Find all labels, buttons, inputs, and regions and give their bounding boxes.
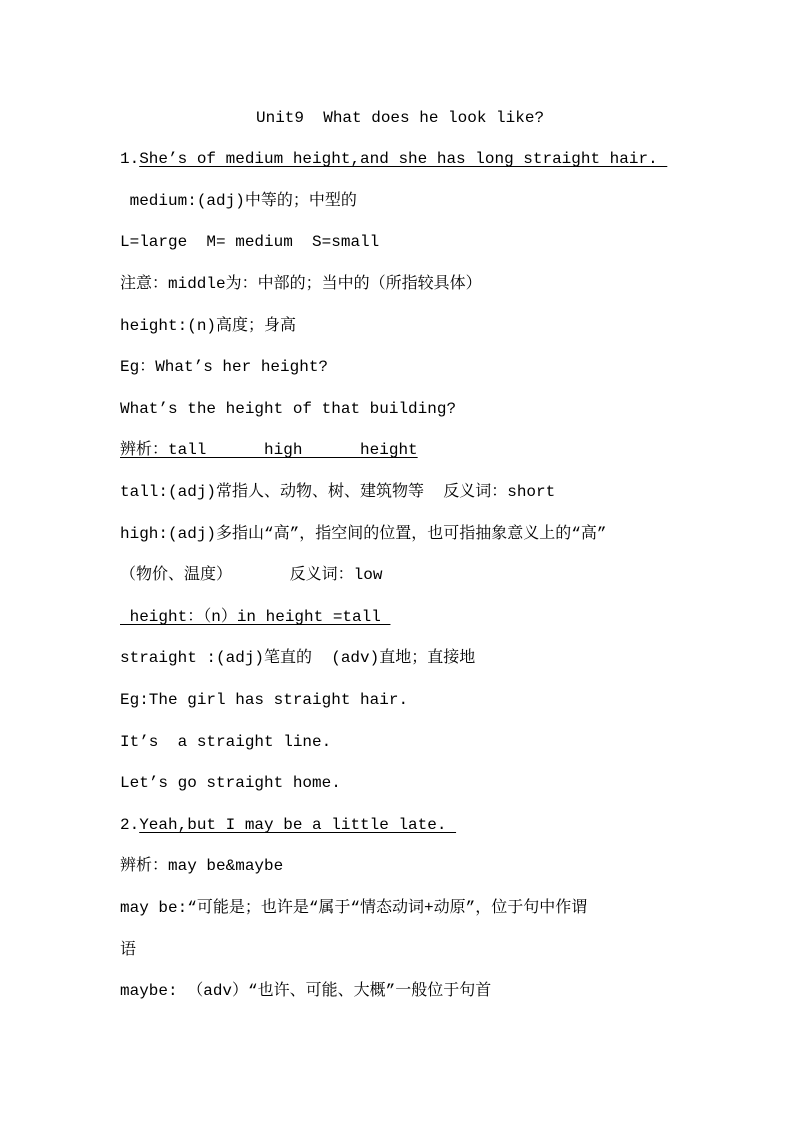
example-5: Let’s go straight home. [120,774,341,792]
page-title: Unit9 What does he look like? [256,109,545,127]
note-may-be-2: 语 [120,941,137,959]
note-medium: medium:(adj)中等的；中型的 [120,192,357,210]
note-height-2: height：（n）in height =tall [120,608,391,626]
sentence-1 [120,148,667,170]
note-tall: tall:(adj)常指人、动物、树、建筑物等 反义词：short [120,483,556,501]
example-1: Eg：What’s her height? [120,358,329,376]
note-sizes: L=large M= medium S=small [120,233,380,251]
note-straight: straight :(adj)笔直的 (adv)直地；直接地 [120,649,476,667]
sentence-1-number: 1. [120,150,140,168]
example-3: Eg:The girl has straight hair. [120,691,409,709]
analysis-may-be-maybe: 辨析：may be&maybe [120,857,284,875]
note-high-1: high:(adj)多指山“高”，指空间的位置，也可指抽象意义上的“高” [120,525,607,543]
sentence-1-text: She’s of medium height,and she has long straight hair. [139,150,668,168]
analysis-tall-high-height: 辨析：tall high height [120,441,418,459]
example-2: What’s the height of that building? [120,400,457,418]
note-high-2: （物价、温度） 反义词：low [120,566,383,584]
example-4: It’s a straight line. [120,733,332,751]
sentence-2-number: 2. [120,816,140,834]
note-height-definition: height:(n)高度；身高 [120,317,297,335]
sentence-2 [120,814,456,836]
sentence-2-text: Yeah,but I may be a little late. [139,816,457,834]
note-maybe: maybe: （adv）“也许、可能、大概”一般位于句首 [120,982,492,1000]
note-middle: 注意：middle为：中部的；当中的（所指较具体） [120,275,482,293]
note-may-be-1: may be:“可能是；也许是“属于“情态动词+动原”，位于句中作谓 [120,899,588,917]
